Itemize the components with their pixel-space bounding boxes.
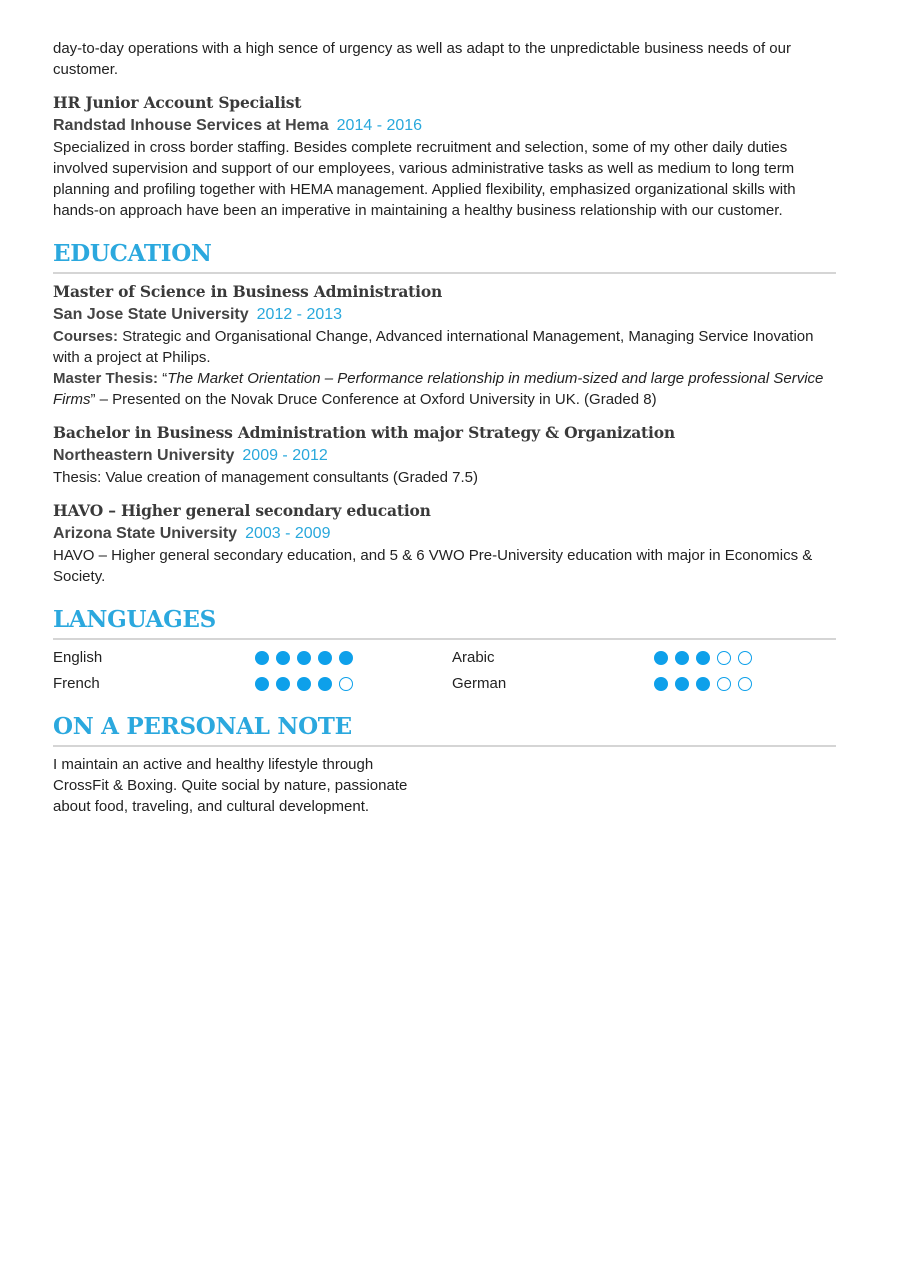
rating-dot-filled-icon xyxy=(675,677,689,691)
school-line xyxy=(53,304,836,326)
job-dates: 2014 - 2016 xyxy=(336,117,423,134)
education-description: HAVO – Higher general secondary education, and 5 & 6 VWO Pre-University education with major in Economics & Society. xyxy=(53,547,813,585)
education-entry xyxy=(53,500,836,587)
section-title-languages: LANGUAGES xyxy=(53,606,216,633)
rating-dot-filled-icon xyxy=(696,677,710,691)
job-org-line xyxy=(53,115,836,137)
job-entry xyxy=(53,92,836,221)
rating-dot-filled-icon xyxy=(297,651,311,665)
courses-label: Courses: xyxy=(53,328,119,345)
degree-title: HAVO – Higher general secondary education xyxy=(53,501,431,520)
section-divider xyxy=(53,745,836,747)
school-name: Northeastern University xyxy=(53,447,235,464)
courses-line xyxy=(53,326,836,368)
rating-dot-empty-icon xyxy=(717,651,731,665)
section-divider xyxy=(53,272,836,274)
education-entry xyxy=(53,422,836,488)
thesis-label: Master Thesis: xyxy=(53,370,159,387)
thesis-open-quote: “ xyxy=(158,370,168,387)
courses-text: Strategic and Organisational Change, Advanced international Management, Managing Service Inovation with a project at Philips. xyxy=(53,328,814,366)
job-title: HR Junior Account Specialist xyxy=(53,93,302,112)
rating-dot-filled-icon xyxy=(276,651,290,665)
rating-dot-filled-icon xyxy=(318,651,332,665)
rating-dot-filled-icon xyxy=(255,677,269,691)
rating-dot-filled-icon xyxy=(339,651,353,665)
language-name: Arabic xyxy=(452,649,495,666)
education-section xyxy=(53,239,836,587)
rating-dot-empty-icon xyxy=(339,677,353,691)
education-dates: 2003 - 2009 xyxy=(245,525,331,542)
rating-dot-filled-icon xyxy=(276,677,290,691)
job-organization: Randstad Inhouse Services at Hema xyxy=(53,117,329,134)
language-name: English xyxy=(53,649,103,666)
rating-dot-filled-icon xyxy=(654,651,668,665)
rating-dot-filled-icon xyxy=(297,677,311,691)
education-entry xyxy=(53,281,836,410)
degree-title: Bachelor in Business Administration with major Strategy & Organization xyxy=(53,423,675,442)
education-dates: 2012 - 2013 xyxy=(256,306,343,323)
language-name: German xyxy=(452,675,507,692)
experience-section xyxy=(53,38,836,221)
personal-note-text: I maintain an active and healthy lifestyle through CrossFit & Boxing. Quite social by nature, passionate about food, traveling, and cultural development. xyxy=(53,756,408,815)
rating-dot-filled-icon xyxy=(675,651,689,665)
rating-dot-filled-icon xyxy=(255,651,269,665)
language-rating xyxy=(652,647,836,668)
section-divider xyxy=(53,638,836,640)
languages-grid xyxy=(53,647,836,694)
previous-job-description-continued: day-to-day operations with a high sence of urgency as well as adapt to the unpredictable business needs of our customer. xyxy=(53,40,791,78)
rating-dot-filled-icon xyxy=(654,677,668,691)
school-name: Arizona State University xyxy=(53,525,238,542)
personal-note-section xyxy=(53,712,836,817)
rating-dot-filled-icon xyxy=(318,677,332,691)
rating-dot-empty-icon xyxy=(738,677,752,691)
thesis-line xyxy=(53,368,836,410)
thesis-rest: ” – Presented on the Novak Druce Conference at Oxford University in UK. (Graded 8) xyxy=(90,391,657,408)
thesis-title: The Market Orientation – Performance relationship in medium-sized and large professional Service Firms xyxy=(53,370,824,408)
language-rating xyxy=(652,673,836,694)
language-rating xyxy=(253,647,452,668)
languages-section xyxy=(53,605,836,694)
rating-dot-empty-icon xyxy=(717,677,731,691)
section-title-personal-note: ON A PERSONAL NOTE xyxy=(53,713,352,740)
language-rating xyxy=(253,673,452,694)
job-description: Specialized in cross border staffing. Besides complete recruitment and selection, some of my other daily duties involved supervision and support of our employees, various administrative tasks as well as medium to long term planning and profiling together with HEMA management. Applied flexibility, emphasized organizational skills with hands-on approach have been an imperative in maintaining a healthy business relationship with our customer. xyxy=(53,139,796,219)
section-title-education: EDUCATION xyxy=(53,240,212,267)
education-description: Thesis: Value creation of management consultants (Graded 7.5) xyxy=(53,469,478,486)
language-name: French xyxy=(53,675,100,692)
school-line xyxy=(53,523,836,545)
rating-dot-filled-icon xyxy=(696,651,710,665)
education-dates: 2009 - 2012 xyxy=(242,447,328,464)
school-line xyxy=(53,445,836,467)
rating-dot-empty-icon xyxy=(738,651,752,665)
resume-page xyxy=(53,38,836,817)
degree-title: Master of Science in Business Administration xyxy=(53,282,443,301)
school-name: San Jose State University xyxy=(53,306,249,323)
